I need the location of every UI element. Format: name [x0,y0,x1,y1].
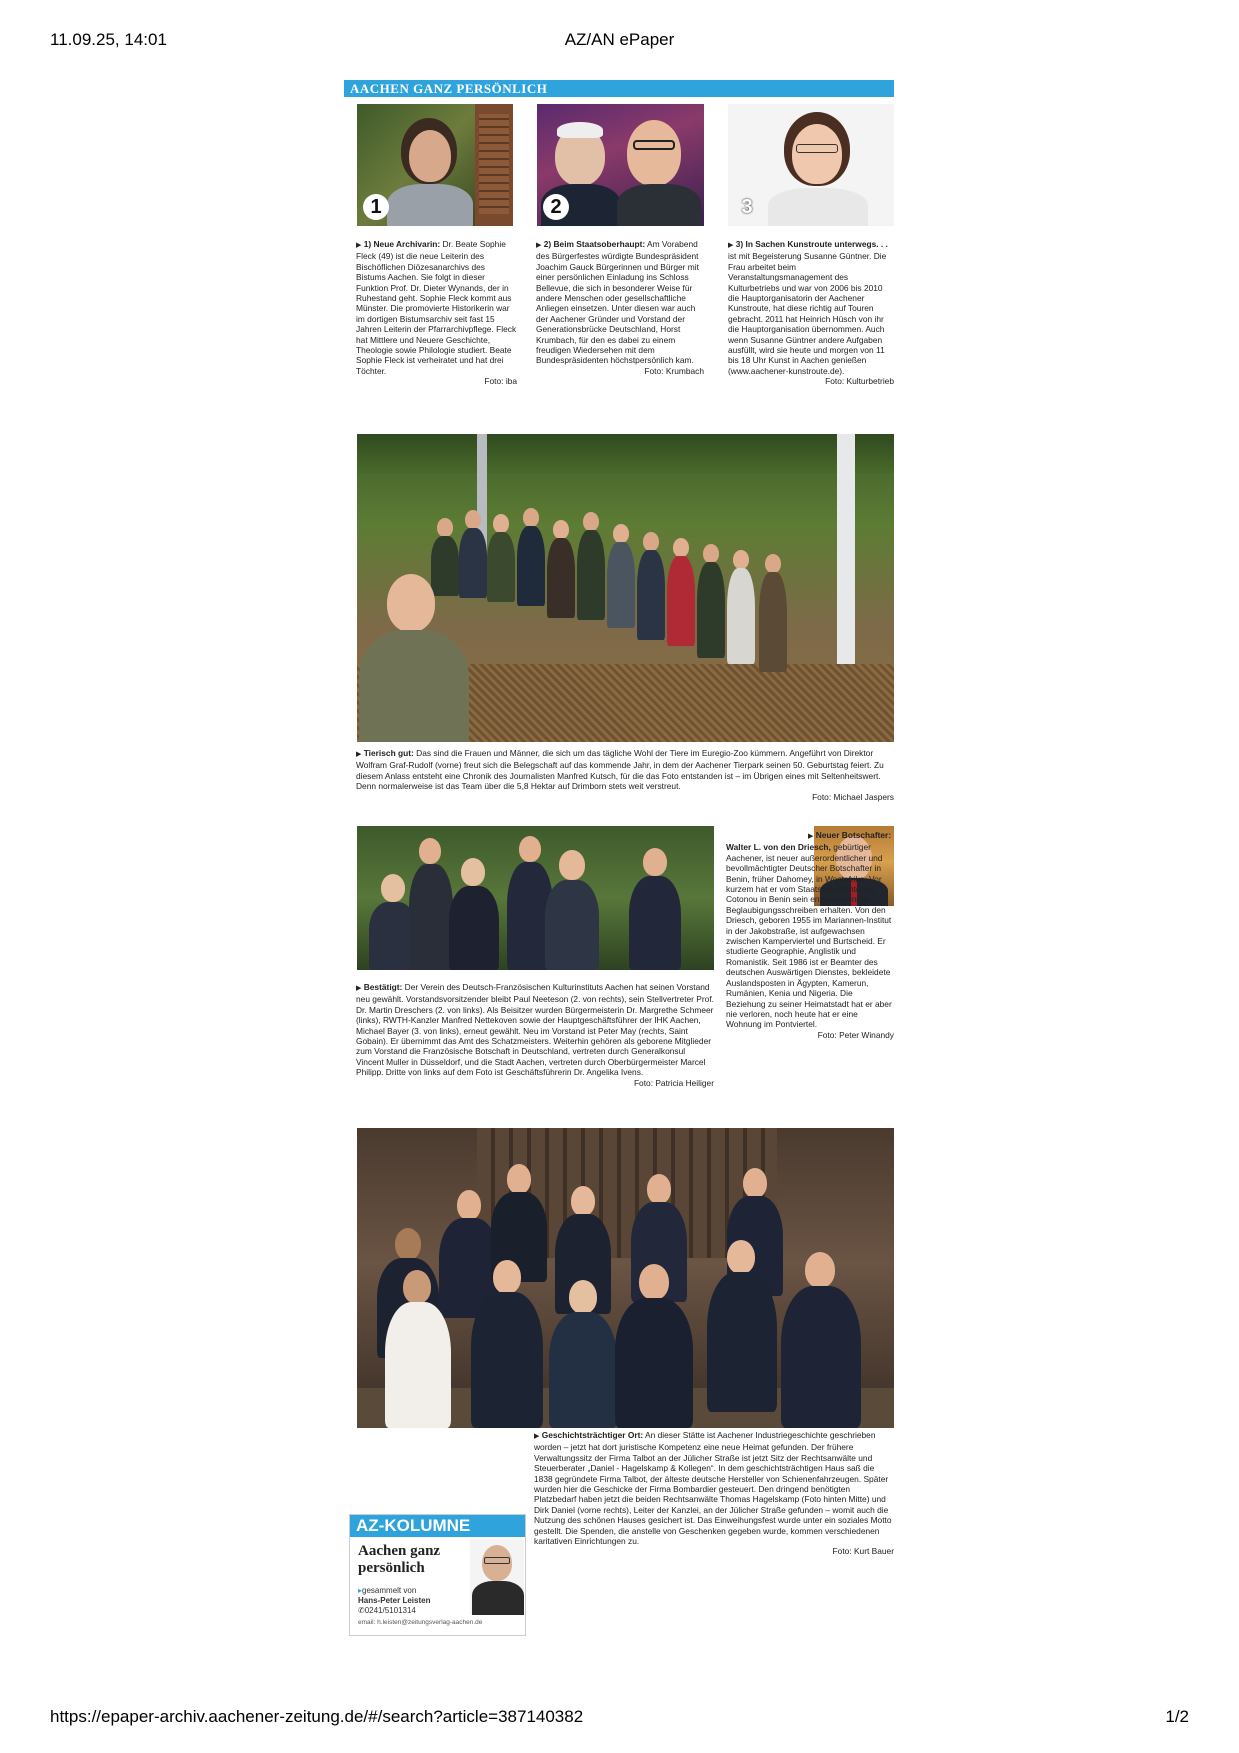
print-url: https://epaper-archiv.aachener-zeitung.de/#/search?article=387140382 [50,1707,584,1726]
triangle-icon: ▶ [356,985,362,992]
photo-zoo-team [357,434,894,742]
kolumne-author-block [358,1586,468,1616]
section-banner: AACHEN GANZ PERSÖNLICH [344,80,894,97]
photo-kanzlei [357,1128,894,1428]
kolumne-author: Hans-Peter Leisten [358,1596,431,1605]
triangle-icon: ▶ [808,833,814,840]
kolumne-header: AZ-KOLUMNE [350,1515,525,1537]
triangle-icon: ▶ [728,242,734,249]
kolumne-title: Aachen ganz persönlich [358,1543,441,1576]
photo-staatsoberhaupt [537,104,704,226]
kolumne-by: gesammelt von [362,1586,417,1595]
photo-number-2: 2 [543,194,569,220]
print-header [50,30,1189,54]
caption-archivarin: ▶ 1) Neue Archivarin: Dr. Beate Sophie Fleck (49) ist die neue Leiterin des Bischöflichen Diözesanarchivs des Bistums Aachen. Sie folgt in dieser Funktion Prof. Dr. Dieter Wynands, der in Ruhestand geht. Sophie Fleck kommt aus Münster. Die promovierte Historikerin war im dortigen Bistumsarchiv seit fast 15 Jahren Leiterin der Pfarrarchivpflege. Fleck hat Mittlere und Neuere Geschichte, Theologie sowie Philologie studiert. Beate Sophie Fleck ist verheiratet und hat drei Töchter. Foto: iba [356,239,517,387]
photo-credit: Foto: Kurt Bauer [832,1546,894,1557]
photo-credit: Foto: Patricia Heiliger [633,1077,714,1088]
photo-credit: Foto: Kulturbetrieb [825,376,894,387]
caption-kunstroute: ▶ 3) In Sachen Kunstroute unterwegs. . . ist mit Begeisterung Susanne Güntner. Die Frau arbeitet beim Veranstaltungsmanagement des Kulturbetriebs und war von 2006 bis 2010 die Hauptorganisatorin der Aachener Kunstroute, hat diese richtig auf Touren gebracht. 2011 hat Heinrich Hüsch von ihr die Hauptorganisation übernommen. Auch wenn Susanne Güntner andere Aufgaben ausfüllt, wird sie heute und morgen von 11 bis 18 Uhr Kunst in Aachen genießen (www.aachener-kunstroute.de). Foto: Kulturbetrieb [728,239,894,387]
photo-credit: Foto: Peter Winandy [817,1029,894,1040]
triangle-icon: ▶ [534,1433,540,1440]
newspaper-clipping [344,78,894,1668]
print-title: AZ/AN ePaper [564,30,675,49]
caption-kanzlei: ▶ Geschichtsträchtiger Ort: An dieser Stätte ist Aachener Industriegeschichte geschrieben worden – jetzt hat dort juristische Kompetenz eine neue Heimat gefunden. Der frühere Verwaltungssitz der Firma Talbot an der Jülicher Straße ist jetzt Sitz der Rechtsanwälte und Steuerberater „Daniel - Hagelskamp & Kollegen“. In dem geschichtsträchtigen Haus saß die 1838 gegründete Firma Talbot, der älteste deutsche Hersteller von Schienenfahrzeugen. Später wurden hier die Geschicke der Firma Bombardier gesteuert. Den dringend benötigten Platzbedarf haben jetzt die beiden Rechtsanwälte Thomas Hagelskamp (Foto hinten Mitte) und Dirk Daniel (vorne rechts), Leiter der Kanzlei, an der Jülicher Straße gefunden – womit auch die Nutzung des schönen Hauses gesichert ist. Das Einweihungsfest wurde unter ein soziales Motto gestellt. Die Spenden, die anstelle von Geschenken gegeben wurde, kommen verschiedenen karitativen Einrichtungen zu. Foto: Kurt Bauer [534,1430,894,1557]
photo-credit: Foto: Krumbach [644,365,704,376]
az-kolumne-box [349,1514,526,1636]
phone-icon: ✆ [358,1606,365,1615]
photo-kunstroute [728,104,894,226]
triangle-icon: ▶ [356,751,362,758]
triangle-icon: ▸ [358,1586,363,1595]
print-datetime: 11.09.25, 14:01 [50,30,167,49]
zoo-staff-group [437,504,817,674]
zoo-director [387,574,435,632]
print-page-number: 1/2 [1165,1707,1189,1726]
photo-number-1: 1 [363,194,389,220]
triangle-icon: ▶ [356,242,362,249]
photo-archivarin [357,104,513,226]
print-footer [50,1707,1189,1731]
photo-number-3: 3 [741,196,753,218]
photo-credit: Foto: Michael Jaspers [812,791,894,802]
caption-zoo: ▶ Tierisch gut: Das sind die Frauen und Männer, die sich um das tägliche Wohl der Tiere im Euregio-Zoo kümmern. Angeführt von Direktor Wolfram Graf-Rudolf (vorne) freut sich die Belegschaft auf das kommende Jahr, in dem der Aachener Tierpark seinen 50. Geburtstag feiert. Zu diesem Anlass entsteht eine Chronik des Journalisten Manfred Kutsch, für die das Foto entstanden ist – im Übrigen eines mit Seltenheitswert. Denn normalerweise ist das Team über die 5,8 Hektar auf Drimborn stets weit verstreut. Foto: Michael Jaspers [356,748,894,802]
caption-verein: ▶ Bestätigt: Der Verein des Deutsch-Französischen Kulturinstituts Aachen hat seinen Vorstand neu gewählt. Vorstandsvorsitzender bleibt Paul Neeteson (2. von rechts), sein Stellvertreter Prof. Dr. Martin Dreschers (2. von links). Als Beisitzer wurden Bürgermeisterin Dr. Margrethe Schmeer (links), RWTH-Kanzler Manfred Nettekoven sowie der Hauptgeschäftsführer der IHK Aachen, Michael Bayer (3. von links), erneut gewählt. Neu im Vorstand ist Peter May (rechts, Saint Gobain). Er übernimmt das Amt des Schatzmeisters. Weiterhin gehören als geborene Mitglieder zum Vorstand die Französische Botschaft in Deutschland, vertreten durch Generalkonsul Vincent Muller in Düsseldorf, und die Stadt Aachen, vertreten durch Oberbürgermeister Marcel Philipp. Dritte von links auf dem Foto ist Geschäftsführerin Dr. Angelika Ivens. Foto: Patricia Heiliger [356,982,714,1088]
photo-credit: Foto: iba [484,376,517,387]
kolumne-email: email: h.leisten@zeitungsverlag-aachen.de [358,1619,483,1626]
kolumne-author-photo [470,1539,524,1615]
photo-verein-vorstand [357,826,714,970]
caption-staatsoberhaupt: ▶ 2) Beim Staatsoberhaupt: Am Vorabend des Bürgerfestes würdigte Bundespräsident Joachim Gauck Bürgerinnen und Bürger mit einer persönlichen Einladung ins Schloss Bellevue, die sich in besonderer Weise für andere Menschen oder gesellschaftliche Anliegen einsetzen. Unter diesen war auch der Aachener Gründer und Vorstand der Generationsbrücke Deutschland, Horst Krumbach, für den es dabei zu einem freudigen Wiedersehen mit dem Bundespräsidenten höchstpersönlich kam. Foto: Krumbach [536,239,704,376]
triangle-icon: ▶ [536,242,542,249]
kolumne-phone: 0241/5101314 [364,1606,416,1615]
caption-botschafter: ▶ Neuer Botschafter: Walter L. von den Driesch, gebürtiger Aachener, ist neuer außerordentlicher und bevollmächtigter Deutscher Botschafter in Benin, früher Dahomey, in Westafrika. Vor kurzem hat er vom Staatspräsidenten in Cotonou in Benin sein entsprechendes Beglaubigungsschreiben erhalten. Von den Driesch, geboren 1955 im Mariannen-Institut in der Jakobstraße, ist aufgewachsen zwischen Kamperviertel und Burtscheid. Er studierte Geographie, Anglistik und Romanistik. Seit 1986 ist er Beamter des deutschen Auswärtigen Dienstes, bekleidete Auslandsposten in Ägypten, Kamerun, Rumänien, Kenia und Nigeria. Die Beziehung zu seiner Heimatstadt hat er aber nie verloren, noch heute hat er eine Wohnung im Pontviertel. Foto: Peter Winandy [726,830,894,1040]
